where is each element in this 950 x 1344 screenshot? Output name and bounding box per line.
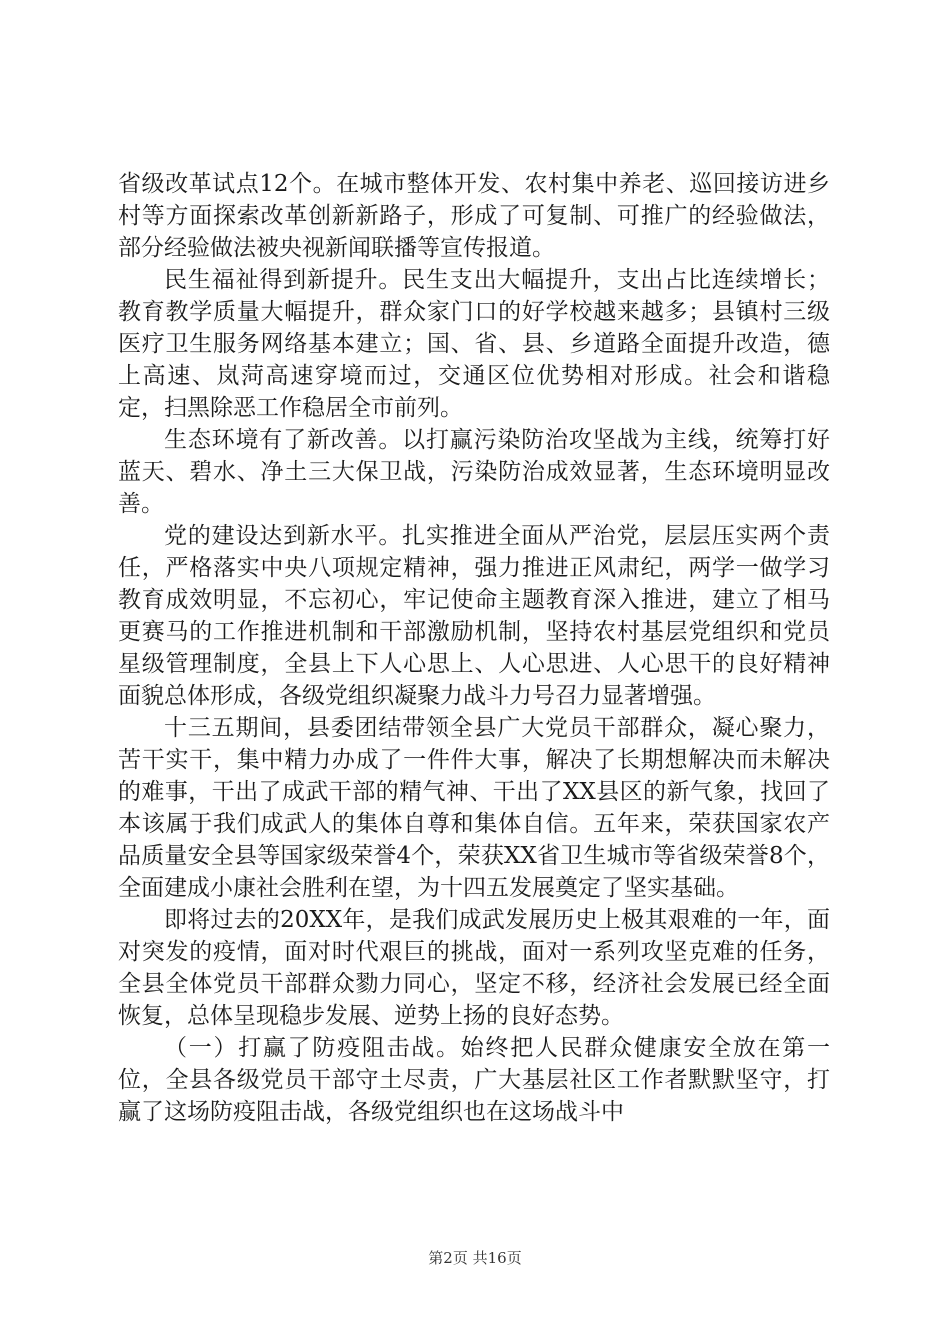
paragraph-current-year: 即将过去的20XX年，是我们成武发展历史上极其艰难的一年，面对突发的疫情，面对时代艰巨的挑战，面对一系列攻坚克难的任务，全县全体党员干部群众勠力同心，坚定不移，经济社会发展已经全面恢复，总体呈现稳步发展、逆势上扬的良好态势。 [118,907,830,1029]
paragraph-party-building: 党的建设达到新水平。扎实推进全面从严治党，层层压实两个责任，严格落实中央八项规定精神，强力推进正风肃纪，两学一做学习教育成效明显，不忘初心，牢记使命主题教育深入推进，建立了相马更赛马的工作推进机制和干部激励机制，坚持农村基层党组织和党员星级管理制度，全县上下人心思上、人心思进、人心思干的良好精神面貌总体形成，各级党组织凝聚力战斗力号召力显著增强。 [118,523,830,709]
paragraph-epidemic: （一）打赢了防疫阻击战。始终把人民群众健康安全放在第一位，全县各级党员干部守土尽责，广大基层社区工作者默默坚守，打赢了这场防疫阻击战，各级党组织也在这场战斗中 [118,1035,830,1125]
paragraph-livelihood: 民生福祉得到新提升。民生支出大幅提升，支出占比连续增长；教育教学质量大幅提升，群众家门口的好学校越来越多；县镇村三级医疗卫生服务网络基本建立；国、省、县、乡道路全面提升改造，德上高速、岚菏高速穿境而过，交通区位优势相对形成。社会和谐稳定，扫黑除恶工作稳居全市前列。 [118,267,830,421]
paragraph-five-year-review: 十三五期间，县委团结带领全县广大党员干部群众，凝心聚力，苦干实干，集中精力办成了一件件大事，解决了长期想解决而未解决的难事，干出了成武干部的精气神、干出了XX县区的新气象，找回了本该属于我们成武人的集体自尊和集体自信。五年来，荣获国家农产品质量安全县等国家级荣誉4个，荣获XX省卫生城市等省级荣誉8个，全面建成小康社会胜利在望，为十四五发展奠定了坚实基础。 [118,715,830,901]
paragraph-ecology: 生态环境有了新改善。以打赢污染防治攻坚战为主线，统筹打好蓝天、碧水、净土三大保卫战，污染防治成效显著，生态环境明显改善。 [118,427,830,517]
paragraph-continuation: 省级改革试点12个。在城市整体开发、农村集中养老、巡回接访进乡村等方面探索改革创新新路子，形成了可复制、可推广的经验做法，部分经验做法被央视新闻联播等宣传报道。 [118,171,830,261]
page-number-footer: 第2页 共16页 [428,1249,522,1267]
document-body [118,168,830,1128]
